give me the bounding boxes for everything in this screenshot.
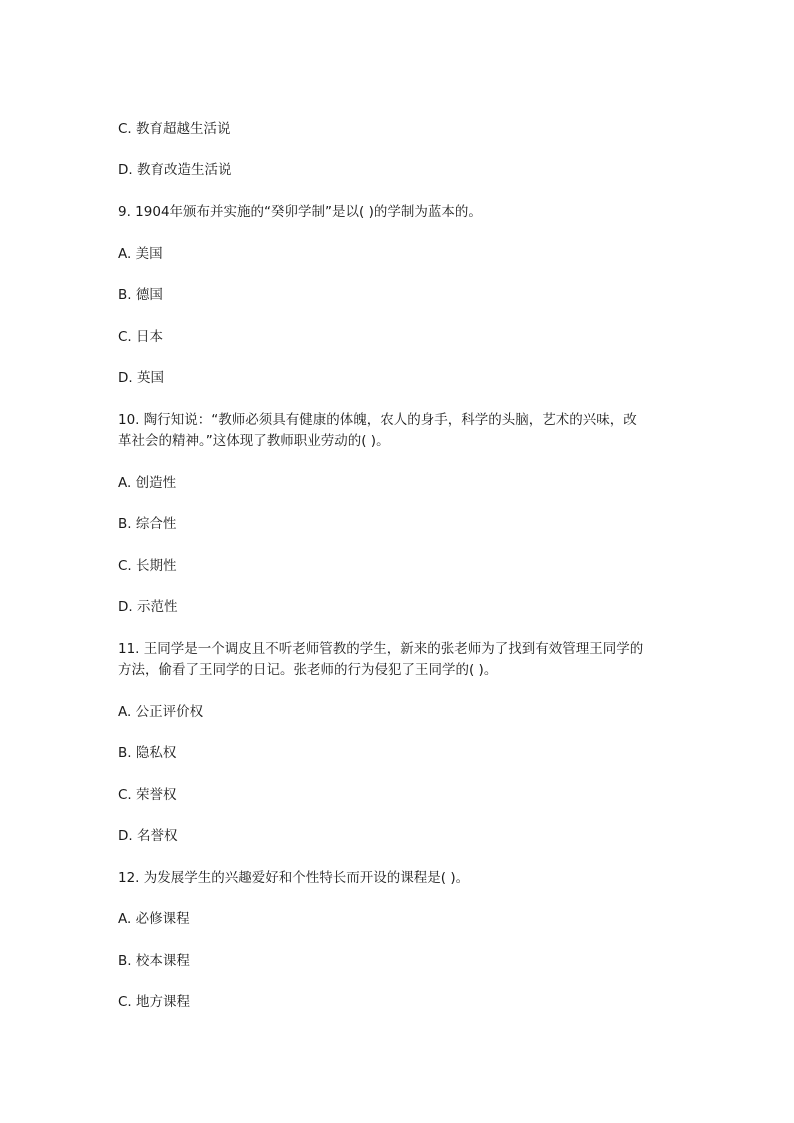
option-b-q11: B. 隐私权 bbox=[118, 745, 177, 761]
option-c-q12: C. 地方课程 bbox=[118, 994, 191, 1010]
question-11-line-2: 方法，偷看了王同学的日记。张老师的行为侵犯了王同学的( )。 bbox=[118, 662, 498, 678]
question-10-line-1: 10. 陶行知说：“教师必须具有健康的体魄，农人的身手，科学的头脑，艺术的兴味，改 bbox=[118, 412, 637, 428]
option-c-q10: C. 长期性 bbox=[118, 558, 177, 574]
option-a-q9: A. 美国 bbox=[118, 246, 163, 262]
option-a-q11: A. 公正评价权 bbox=[118, 704, 204, 720]
question-10-line-2: 革社会的精神。”这体现了教师职业劳动的( )。 bbox=[118, 433, 390, 449]
option-a-q12: A. 必修课程 bbox=[118, 911, 190, 927]
option-b-q10: B. 综合性 bbox=[118, 516, 177, 532]
option-b-q12: B. 校本课程 bbox=[118, 953, 190, 969]
option-a-q10: A. 创造性 bbox=[118, 475, 177, 491]
option-c-q9: C. 日本 bbox=[118, 329, 164, 345]
option-d-q9: D. 英国 bbox=[118, 370, 164, 386]
option-d-q11: D. 名誉权 bbox=[118, 828, 178, 844]
option-c-q11: C. 荣誉权 bbox=[118, 787, 177, 803]
question-11-line-1: 11. 王同学是一个调皮且不听老师管教的学生，新来的张老师为了找到有效管理王同学的 bbox=[118, 641, 644, 657]
question-12: 12. 为发展学生的兴趣爱好和个性特长而开设的课程是( )。 bbox=[118, 870, 470, 886]
option-c-q8: C. 教育超越生活说 bbox=[118, 121, 231, 137]
question-9: 9. 1904年颁布并实施的“癸卯学制”是以( )的学制为蓝本的。 bbox=[118, 204, 482, 220]
option-d-q10: D. 示范性 bbox=[118, 599, 178, 615]
option-b-q9: B. 德国 bbox=[118, 287, 163, 303]
option-d-q8: D. 教育改造生活说 bbox=[118, 162, 232, 178]
